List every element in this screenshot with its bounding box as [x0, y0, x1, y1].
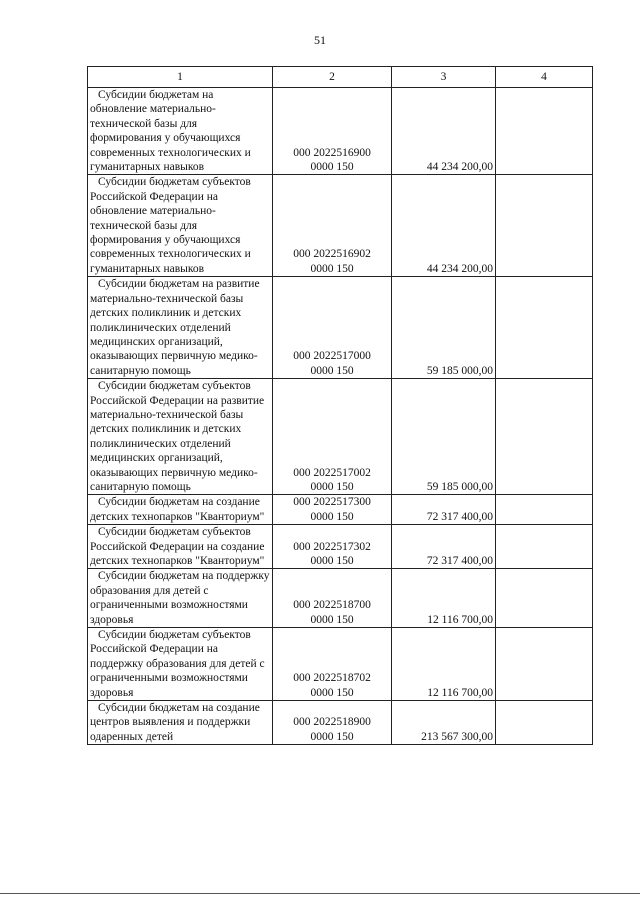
budget-code-cell: [273, 701, 392, 745]
budget-code-cell: [273, 495, 392, 525]
subsidy-name-cell: [88, 495, 273, 525]
column-4-cell: [496, 175, 593, 277]
amount-cell: 12 116 700,00: [392, 628, 496, 701]
budget-code-cell: [273, 525, 392, 569]
budget-code-cell: [273, 628, 392, 701]
table-row: [88, 569, 593, 628]
amount-cell: 72 317 400,00: [392, 525, 496, 569]
subsidy-name-cell: [88, 569, 273, 628]
subsidy-name: Субсидии бюджетам на создание центров выявления и поддержки одаренных детей: [90, 702, 260, 743]
amount-cell: 59 185 000,00: [392, 379, 496, 495]
budget-code-line1: 000 2022518702: [293, 672, 371, 685]
table-row: [88, 701, 593, 745]
budget-code-cell: [273, 569, 392, 628]
column-header-2: 2: [273, 67, 392, 88]
table-row: [88, 628, 593, 701]
budget-code-cell: [273, 175, 392, 277]
column-4-cell: [496, 379, 593, 495]
column-header-1: 1: [88, 67, 273, 88]
budget-code-line1: 000 2022518700: [293, 599, 371, 612]
amount-cell: 59 185 000,00: [392, 277, 496, 379]
column-4-cell: [496, 628, 593, 701]
subsidy-name: Субсидии бюджетам субъектов Российской Федерации на поддержку образования для детей с ограниченными возможностями здоровья: [90, 629, 265, 699]
table-row: [88, 379, 593, 495]
table-row: [88, 175, 593, 277]
subsidy-name-cell: [88, 525, 273, 569]
budget-code-line2: 0000 150: [310, 510, 354, 523]
budget-code-line1: 000 2022518900: [293, 716, 371, 729]
header-row: [88, 67, 593, 88]
table-row: [88, 495, 593, 525]
subsidy-name: Субсидии бюджетам на обновление материально-технической базы для формирования у обучающихся современных технологических и гуманитарных навыков: [90, 89, 251, 174]
amount-cell: 44 234 200,00: [392, 175, 496, 277]
budget-code-line1: 000 2022517300: [293, 496, 371, 509]
budget-code-cell: [273, 379, 392, 495]
column-4-cell: [496, 701, 593, 745]
table-row: [88, 525, 593, 569]
column-4-cell: [496, 569, 593, 628]
budget-code-line2: 0000 150: [310, 686, 354, 699]
subsidy-name: Субсидии бюджетам субъектов Российской Федерации на создание детских технопарков "Кванториум": [90, 526, 265, 567]
amount-cell: 72 317 400,00: [392, 495, 496, 525]
column-4-cell: [496, 495, 593, 525]
page-number: 51: [314, 33, 326, 47]
subsidy-name-cell: [88, 379, 273, 495]
budget-code-line1: 000 2022517302: [293, 540, 371, 553]
budget-table: [87, 66, 593, 745]
subsidy-name-cell: [88, 175, 273, 277]
column-4-cell: [496, 88, 593, 175]
subsidy-name: Субсидии бюджетам на поддержку образования для детей с ограниченными возможностями здоровья: [90, 570, 270, 626]
table-row: [88, 277, 593, 379]
budget-code-line2: 0000 150: [310, 262, 354, 275]
table-row: [88, 88, 593, 175]
subsidy-name-cell: [88, 701, 273, 745]
budget-code-line1: 000 2022516902: [293, 248, 371, 261]
column-4-cell: [496, 277, 593, 379]
budget-code-line2: 0000 150: [310, 364, 354, 377]
budget-code-cell: [273, 277, 392, 379]
column-header-3: 3: [392, 67, 496, 88]
amount-cell: 44 234 200,00: [392, 88, 496, 175]
budget-code-line2: 0000 150: [310, 613, 354, 626]
budget-code-line1: 000 2022516900: [293, 146, 371, 159]
subsidy-name-cell: [88, 277, 273, 379]
amount-cell: 213 567 300,00: [392, 701, 496, 745]
subsidy-name: Субсидии бюджетам на развитие материально-технической базы детских поликлиник и детских поликлинических отделений медицинских организаций, оказывающих первичную медико-санитарную помощь: [90, 278, 260, 377]
budget-code-line1: 000 2022517000: [293, 350, 371, 363]
subsidy-name: Субсидии бюджетам субъектов Российской Федерации на обновление материально-технической базы для формирования у обучающихся современных технологических и гуманитарных навыков: [90, 176, 251, 275]
table-body: [88, 88, 593, 745]
budget-code-line2: 0000 150: [310, 161, 354, 174]
page-bottom-rule: [0, 893, 640, 894]
subsidy-name-cell: [88, 88, 273, 175]
subsidy-name: Субсидии бюджетам на создание детских технопарков "Кванториум": [90, 496, 265, 523]
budget-code-line2: 0000 150: [310, 480, 354, 493]
column-header-4: 4: [496, 67, 593, 88]
subsidy-name-cell: [88, 628, 273, 701]
column-4-cell: [496, 525, 593, 569]
budget-code-line2: 0000 150: [310, 730, 354, 743]
subsidy-name: Субсидии бюджетам субъектов Российской Федерации на развитие материально-технической базы детских поликлиник и детских поликлинических отделений медицинских организаций, оказывающих первичную медико-санитарную помощь: [90, 380, 265, 493]
budget-code-line1: 000 2022517002: [293, 466, 371, 479]
amount-cell: 12 116 700,00: [392, 569, 496, 628]
budget-code-cell: [273, 88, 392, 175]
budget-code-line2: 0000 150: [310, 555, 354, 567]
